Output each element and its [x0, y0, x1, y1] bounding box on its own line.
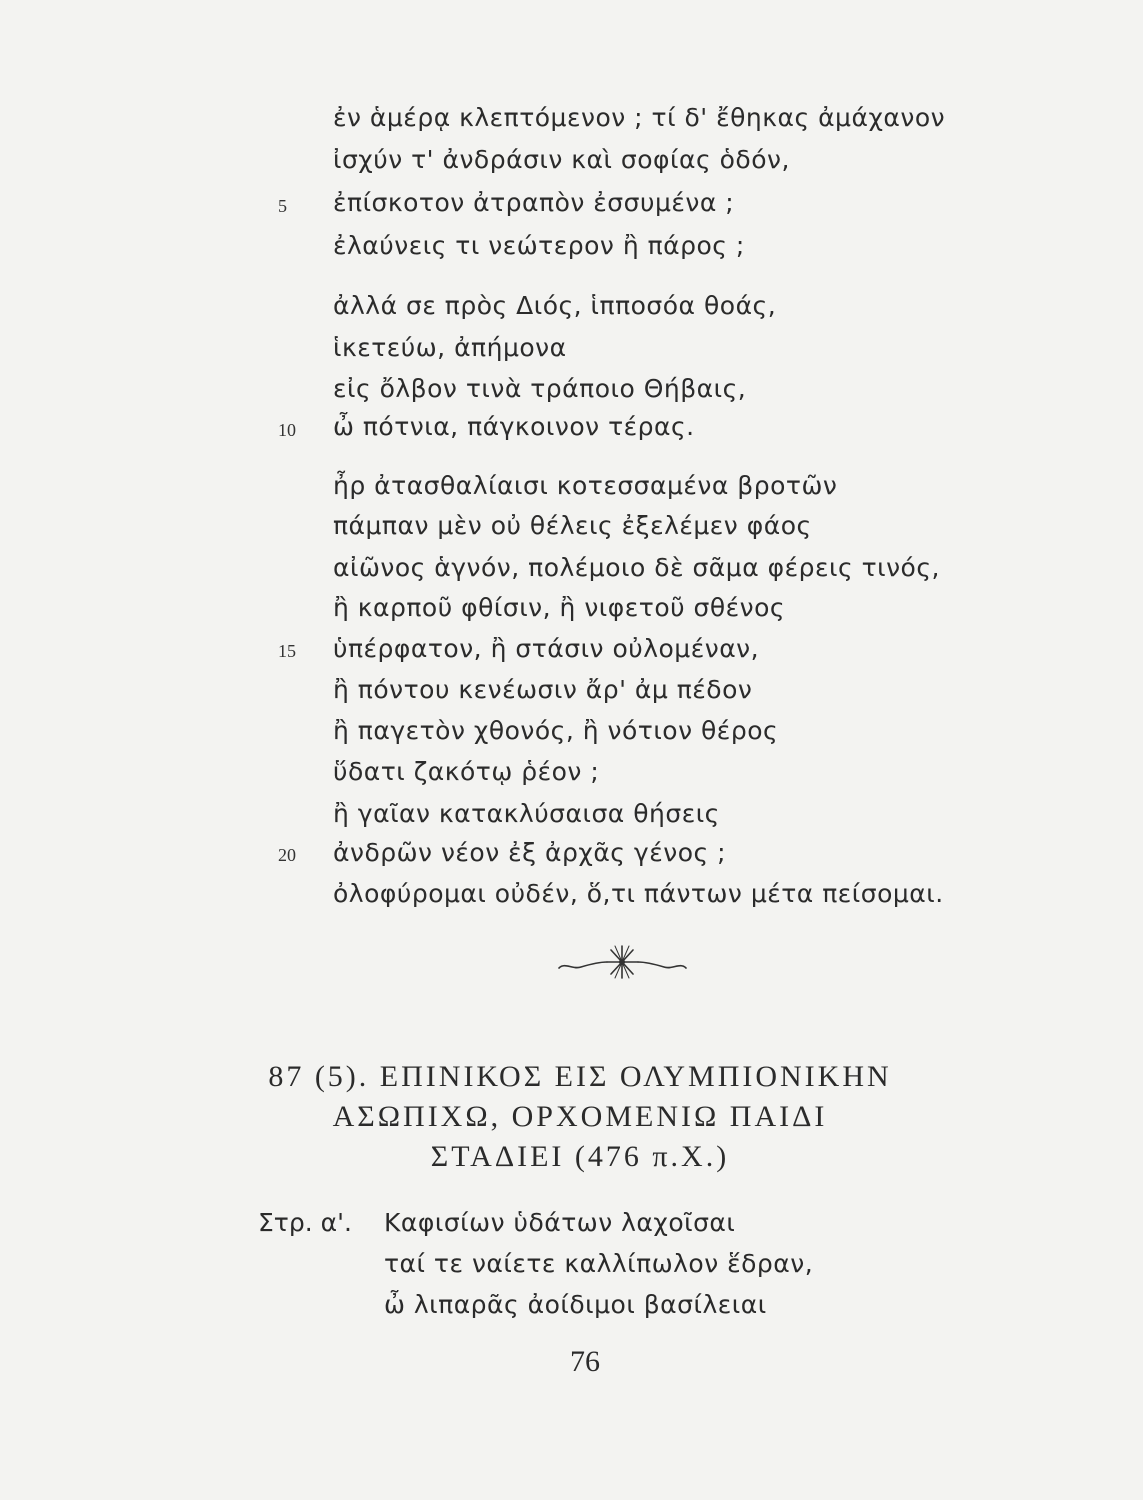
poem-line: ἢ πόντου κενέωσιν ἄρ' ἀμ πέδον	[333, 675, 753, 704]
poem-line: ὀλοφύρομαι οὐδέν, ὅ,τι πάντων μέτα πείσομαι.	[333, 879, 944, 908]
poem-line: ὑπέρφατον, ἢ στάσιν οὐλομέναν,	[333, 634, 760, 663]
strophe-line: Καφισίων ὑδάτων λαχοῖσαι	[384, 1208, 736, 1237]
poem-line: ἱκετεύω, ἀπήμονα	[333, 333, 567, 362]
section-heading-line-2: ΑΣΩΠΙΧΩ, ΟΡΧΟΜΕΝΙΩ ΠΑΙΔΙ	[332, 1100, 828, 1133]
strophe-label: Στρ. α'.	[258, 1208, 352, 1237]
poem-line: ἢ γαῖαν κατακλύσαισα θήσεις	[333, 799, 720, 828]
page-number: 76	[570, 1345, 600, 1378]
poem-line: ἀνδρῶν νέον ἐξ ἀρχᾶς γένος ;	[333, 838, 727, 867]
section-heading-line-3: ΣΤΑΔΙΕΙ (476 π.Χ.)	[430, 1140, 730, 1173]
poem-line: εἰς ὄλβον τινὰ τράποιο Θήβαις,	[333, 374, 747, 403]
poem-line: ἦρ ἀτασθαλίαισι κοτεσσαμένα βροτῶν	[333, 471, 838, 500]
poem-line: πάμπαν μὲν οὐ θέλεις ἐξελέμεν φάος	[333, 511, 812, 540]
poem-line: ἢ καρποῦ φθίσιν, ἢ νιφετοῦ σθένος	[333, 593, 786, 622]
line-number: 15	[278, 641, 296, 661]
poem-line: ἐλαύνεις τι νεώτερον ἢ πάρος ;	[333, 231, 745, 260]
line-number: 10	[278, 420, 296, 440]
poem-line: ὕδατι ζακότῳ ῥέον ;	[333, 757, 600, 786]
poem-line: αἰῶνος ἁγνόν, πολέμοιο δὲ σᾶμα φέρεις τινός,	[333, 553, 940, 582]
poem-line: ὦ πότνια, πάγκοινον τέρας.	[333, 412, 695, 441]
poem-line: ἢ παγετὸν χθονός, ἢ νότιον θέρος	[333, 716, 779, 745]
poem-line: ἐν ἁμέρᾳ κλεπτόμενον ; τί δ' ἔθηκας ἀμάχανον	[333, 103, 946, 132]
section-heading-line-1: 87 (5). ΕΠΙΝΙΚΟΣ ΕΙΣ ΟΛΥΜΠΙΟΝΙΚΗΝ	[268, 1060, 892, 1093]
line-number: 20	[278, 845, 296, 865]
poem-line: ἐπίσκοτον ἀτραπὸν ἐσσυμένα ;	[333, 188, 735, 217]
line-number: 5	[278, 196, 287, 216]
strophe-line: ταί τε ναίετε καλλίπωλον ἕδραν,	[384, 1249, 814, 1278]
fleuron-ornament-icon	[555, 940, 690, 982]
strophe-line: ὦ λιπαρᾶς ἀοίδιμοι βασίλειαι	[384, 1290, 767, 1319]
poem-line: ἰσχύν τ' ἀνδράσιν καὶ σοφίας ὁδόν,	[333, 145, 790, 174]
poem-line: ἀλλά σε πρὸς Διός, ἱπποσόα θοάς,	[333, 291, 777, 320]
